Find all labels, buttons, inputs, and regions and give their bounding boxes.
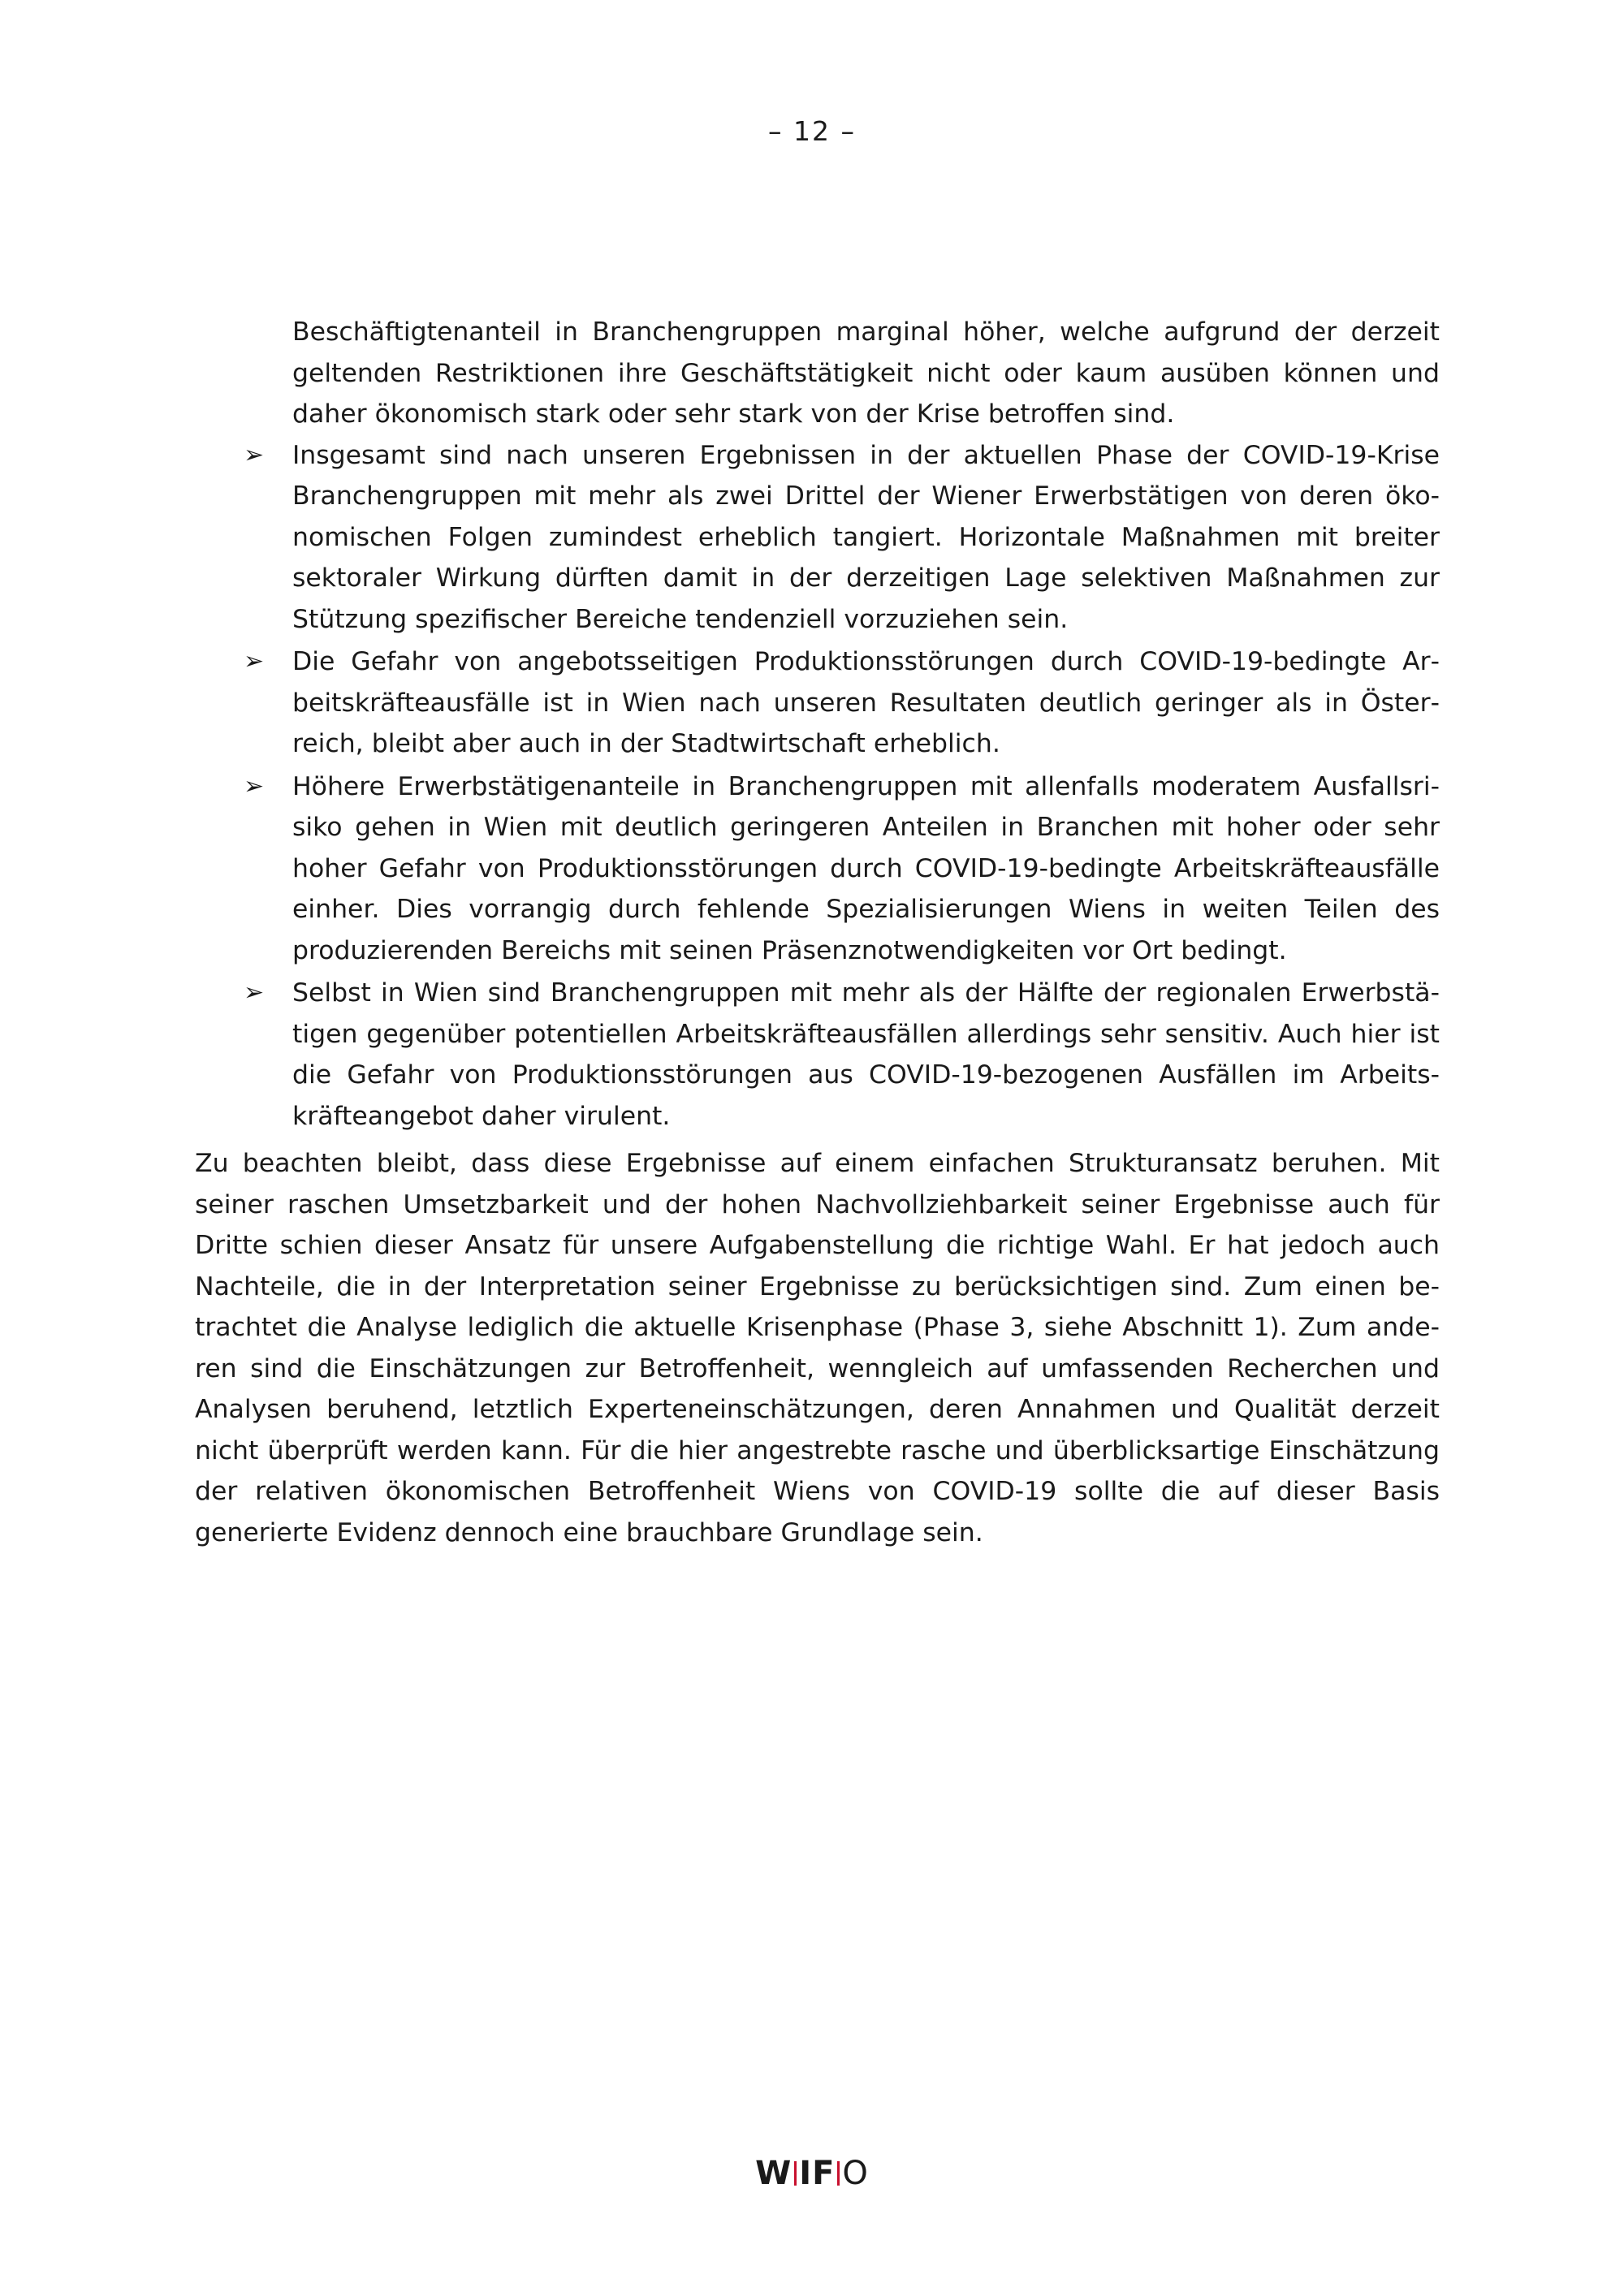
arrow-bullet-icon: ➢ (244, 440, 265, 469)
logo-accent-bar (794, 2161, 797, 2186)
list-item-text: Insgesamt sind nach unseren Ergebnissen in der aktuellen Phase der COVID-19-Krise Branchengruppen mit mehr als zwei Drittel der Wiener Erwerbstätigen von deren ökonomischen Folgen zumindest erheblich tangiert. Horizontale Maßnahmen mit breiter sektoraler Wirkung dürften damit in der derzeitigen Lage selektiven Maßnahmen zur Stützung spezifischer Bereiche tendenziell vorzuziehen sein. (292, 440, 1440, 634)
logo-letters-if: IF (799, 2155, 836, 2192)
document-body (195, 312, 1440, 1553)
logo-accent-bar (837, 2161, 840, 2186)
list-item (195, 766, 1440, 972)
logo-letter-o: O (842, 2155, 869, 2192)
continuation-paragraph: Beschäftigtenanteil in Branchengruppen marginal höher, welche aufgrund der derzeit geltenden Restriktionen ihre Geschäftstätigkeit nicht oder kaum ausüben können und daher ökonomisch stark oder sehr stark von der Krise betroffen sind. (292, 317, 1440, 429)
wifo-logo (0, 2155, 1624, 2192)
list-item-text: Die Gefahr von angebotsseitigen Produktionsstörungen durch COVID-19-bedingte Arbeitskräfteausfälle ist in Wien nach unseren Resultaten deutlich geringer als in Österreich, bleibt aber auch in der Stadtwirtschaft erheblich. (292, 647, 1440, 758)
list-item (195, 641, 1440, 765)
list-item (195, 435, 1440, 641)
arrow-bullet-icon: ➢ (244, 771, 265, 801)
list-item-text: Höhere Erwerbstätigenanteile in Branchengruppen mit allenfalls moderatem Ausfallsrisiko gehen in Wien mit deutlich geringeren Anteilen in Branchen mit hoher oder sehr hoher Gefahr von Produktionsstörungen durch COVID-19-bedingte Arbeitskräfteausfälle einher. Dies vorrangig durch fehlende Spezialisierungen Wiens in weiten Teilen des produzierenden Bereichs mit seinen Präsenznotwendigkeiten vor Ort bedingt. (292, 771, 1440, 965)
closing-paragraph: Zu beachten bleibt, dass diese Ergebnisse auf einem einfachen Strukturansatz beruhen. Mit seiner raschen Umsetzbarkeit und der hohen Nachvollziehbarkeit seiner Ergebnisse auch für Dritte schien dieser Ansatz für unsere Aufgabenstellung die richtige Wahl. Er hat jedoch auch Nachteile, die in der Interpretation seiner Ergebnisse zu berücksichtigen sind. Zum einen betrachtet die Analyse lediglich die aktuelle Krisenphase (Phase 3, siehe Abschnitt 1). Zum anderen sind die Einschätzungen zur Betroffenheit, wenngleich auf umfassenden Recherchen und Analysen beruhend, letztlich Experteneinschätzungen, deren Annahmen und Qualität derzeit nicht überprüft werden kann. Für die hier angestrebte rasche und überblicksartige Einschätzung der relativen ökonomischen Betroffenheit Wiens von COVID-19 sollte die auf dieser Basis generierte Evidenz dennoch eine brauchbare Grundlage sein. (195, 1149, 1440, 1547)
logo-letter-w: W (755, 2155, 793, 2192)
bullet-list (195, 435, 1440, 1137)
page-number: – 12 – (768, 115, 856, 147)
list-item (195, 973, 1440, 1137)
arrow-bullet-icon: ➢ (244, 647, 265, 675)
list-item-text: Selbst in Wien sind Branchengruppen mit mehr als der Hälfte der regionalen Erwerbstätigen gegenüber potentiellen Arbeitskräfteausfällen allerdings sehr sensitiv. Auch hier ist die Gefahr von Produktionsstörungen aus COVID-19-bezogenen Ausfällen im Arbeitskräfteangebot daher virulent. (292, 978, 1440, 1131)
arrow-bullet-icon: ➢ (244, 978, 265, 1007)
